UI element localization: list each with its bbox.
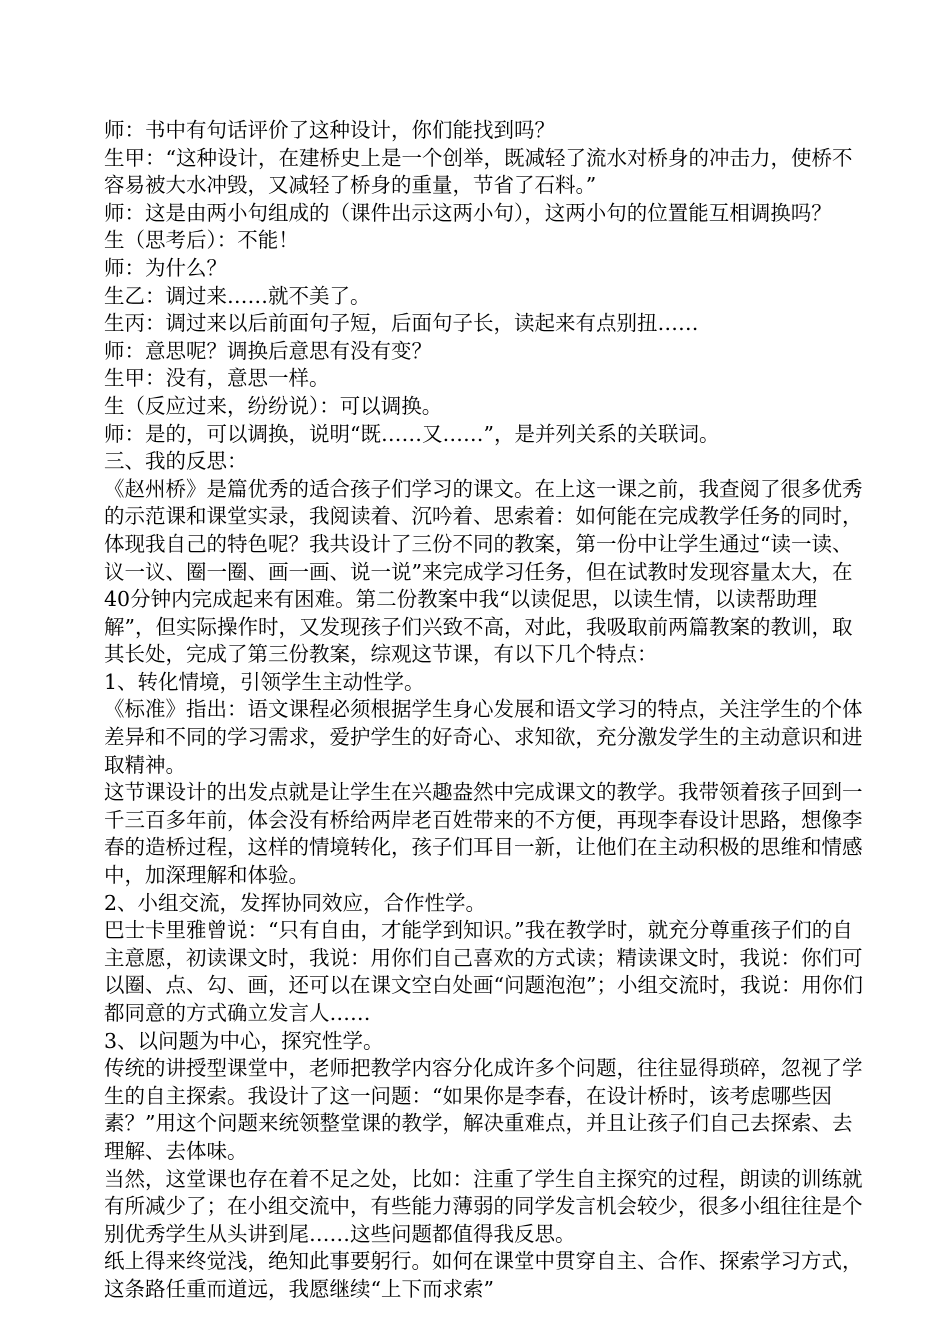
dialogue-line-student-a-quote: 生甲：“这种设计，在建桥史上是一个创举，既减轻了流水对桥身的冲击力，使桥不容易被大水冲毁，又减轻了桥身的重量，节省了石料。” — [104, 145, 853, 198]
dialogue-line-students-yes: 生（反应过来，纷纷说）：可以调换。 — [104, 393, 443, 418]
dialogue-line-teacher-why: 师：为什么？ — [104, 255, 227, 280]
point-2-paragraph: 巴士卡里雅曾说：“只有自由，才能学到知识。”我在教学时，就充分尊重孩子们的自主意愿，初读课文时，我说：用你们自己喜欢的方式读；精读课文时，我说：你们可以圈、点、勾、画，还可以在课文空白处画“问题泡泡”；小组交流时，我说：用你们都同意的方式确立发言人…… — [104, 918, 863, 1025]
dialogue-line-teacher-meaning: 师：意思呢？调换后意思有没有变？ — [104, 338, 432, 363]
dialogue-line-student-c: 生丙：调过来以后前面句子短，后面句子长，读起来有点别扭…… — [104, 311, 699, 336]
dialogue-line-students-no: 生（思考后）：不能！ — [104, 228, 299, 253]
dialogue-line-student-b: 生乙：调过来……就不美了。 — [104, 283, 371, 308]
point-1-heading: 1、转化情境，引领学生主动性学。 — [104, 669, 425, 694]
closing-paragraph: 纸上得来终觉浅，绝知此事要躬行。如何在课堂中贯穿自主、合作、探索学习方式，这条路任重而道远，我愿继续“上下而求索” — [104, 1249, 863, 1301]
point-3-paragraph: 传统的讲授型课堂中，老师把教学内容分化成许多个问题，往往显得琐碎，忽视了学生的自主探索。我设计了这一问题：“如果你是李春，在设计桥时，该考虑哪些因素？”用这个问题来统领整堂课的教学，解决重难点，并且让孩子们自己去探索、去理解、去体味。 — [104, 1056, 863, 1163]
point-1-design-paragraph: 这节课设计的出发点就是让学生在兴趣盎然中完成课文的教学。我带领着孩子回到一千三百多年前，体会没有桥给两岸老百姓带来的不方便，再现李春设计思路，想像李春的造桥过程，这样的情境转化，孩子们耳目一新，让他们在主动积极的思维和情感中，加深理解和体验。 — [104, 780, 863, 888]
reflection-intro-paragraph: 《赵州桥》是篇优秀的适合孩子们学习的课文。在上这一课之前，我查阅了很多优秀的示范课和课堂实录，我阅读着、沉吟着、思索着：如何能在完成教学任务的同时，体现我自己的特色呢？我共设计了三份不同的教案，第一份中让学生通过“读一读、议一议、圈一圈、画一画、说一说”来完成学习任务，但在试教时发现容量太大，在40分钟内完成起来有困难。第二份教案中我“以读促思，以读生情，以读帮助理解”，但实际操作时，又发现孩子们兴致不高，对此，我吸取前两篇教案的教训，取其长处，完成了第三份教案，综观这节课，有以下几个特点： — [104, 476, 863, 667]
dialogue-line-teacher-question: 师：书中有句话评价了这种设计，你们能找到吗？ — [104, 118, 555, 142]
point-2-heading: 2、小组交流，发挥协同效应，合作性学。 — [104, 890, 487, 915]
point-1-standard-paragraph: 《标准》指出：语文课程必须根据学生身心发展和语文学习的特点，关注学生的个体差异和不同的学习需求，爱护学生的好奇心、求知欲，充分激发学生的主动意识和进取精神。 — [104, 697, 863, 777]
document-page — [104, 117, 864, 1304]
dialogue-line-teacher-swap-question: 师：这是由两小句组成的（课件出示这两小句），这两小句的位置能互相调换吗？ — [104, 200, 832, 225]
point-3-heading: 3、以问题为中心，探究性学。 — [104, 1028, 384, 1053]
dialogue-line-teacher-conclusion: 师：是的，可以调换，说明“既……又……”，是并列关系的关联词。 — [104, 421, 720, 446]
shortcomings-paragraph: 当然，这堂课也存在着不足之处，比如：注重了学生自主探究的过程，朗读的训练就有所减少了；在小组交流中，有些能力薄弱的同学发言机会较少，很多小组往往是个别优秀学生从头讲到尾……这些问题都值得我反思。 — [104, 1166, 863, 1246]
dialogue-line-student-a-same: 生甲：没有，意思一样。 — [104, 366, 330, 391]
section-heading-reflection: 三、我的反思： — [104, 449, 248, 474]
